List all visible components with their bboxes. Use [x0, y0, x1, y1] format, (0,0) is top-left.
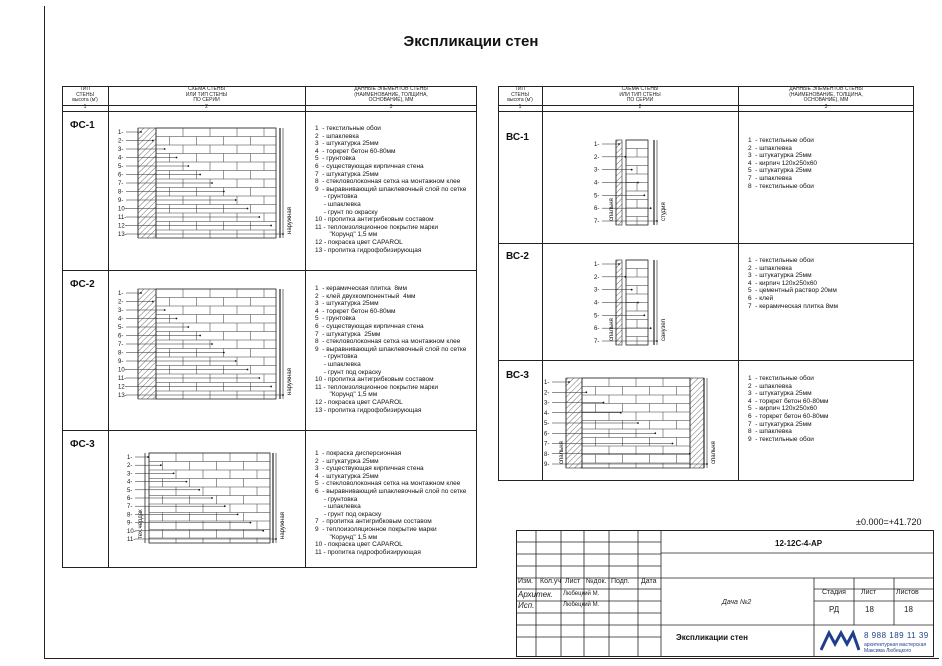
header-wall-data: ДАННЫЕ ЭЛЕМЕНТОВ СТЕНЫ (НАИМЕНОВАНИЕ, ТОЛЩИНА, ОСНОВАНИЕ), ММ: [789, 86, 863, 103]
layer-callout-number: 5-: [118, 164, 124, 170]
leader-dot: [187, 165, 189, 167]
stamp-executor-role: Исп.: [518, 601, 535, 610]
leader-dot: [250, 522, 252, 524]
leader-dot: [585, 391, 587, 393]
wall-section-fs2: [110, 283, 300, 403]
header-wall-type: ТИП СТЕНЫ высота (м'): [507, 86, 533, 103]
leader-dot: [187, 326, 189, 328]
description-line: 4 - кирпич 120х250х60: [748, 159, 818, 167]
layer-callout-number: 2-: [594, 154, 600, 161]
description-line: 12 - покраска цвет CAPAROL: [315, 398, 403, 406]
leader-dot: [140, 131, 142, 133]
leader-dot: [258, 216, 260, 218]
leader-dot: [656, 340, 658, 342]
stage-label: Стадия: [822, 589, 846, 596]
stamp-col-koluch: Кол.уч: [540, 578, 561, 585]
room-side-label: санузел: [661, 319, 667, 341]
studio-logo-icon: [820, 630, 860, 652]
leader-dot: [689, 453, 691, 455]
wall-section-fs1: [110, 122, 300, 242]
leader-dot: [140, 292, 142, 294]
description-line: 7 - шпаклевка: [748, 174, 792, 182]
description-line: 2 - штукатурка 25мм: [315, 457, 379, 465]
description-line: 9 - теплоизоляционное покрытие марки: [315, 525, 437, 533]
layer-callout-number: 8-: [118, 350, 124, 357]
layer-callout-number: 13-: [118, 393, 127, 399]
layer-callout-number: 7-: [544, 441, 550, 448]
leader-dot: [275, 538, 277, 540]
description-line: 1 - покраска дисперсионная: [315, 450, 402, 457]
leader-dot: [618, 143, 620, 145]
description-line: 8 - шпаклевка: [748, 428, 792, 436]
layer-callout-number: 9-: [544, 462, 550, 468]
description-line: 11 - пропитка гидрофобизирующая: [315, 548, 421, 556]
leader-dot: [262, 530, 264, 532]
description-line: "Корунд" 1,5 мм: [315, 391, 378, 399]
layer-callout-number: 2-: [544, 390, 550, 397]
description-line: 1 - текстильные обои: [748, 137, 814, 144]
leader-dot: [706, 463, 708, 465]
project-code: 12-12С-4-АР: [775, 539, 823, 548]
leader-dot: [282, 233, 284, 235]
leader-dot: [152, 301, 154, 303]
leader-dot: [637, 182, 639, 184]
description-line: 10 - пропитка антигрибковым составом: [315, 376, 434, 384]
description-line: 6 - клей: [748, 294, 774, 302]
description-line: - шпаклевка: [315, 503, 361, 511]
leader-dot: [282, 394, 284, 396]
wall-section-vs3: [540, 372, 720, 472]
layer-callout-number: 6-: [544, 431, 550, 438]
description-line: 8 - текстильные обои: [748, 182, 814, 190]
leader-dot: [270, 225, 272, 227]
header-col-number: 2: [638, 104, 642, 110]
description-line: 9 - выравнивающий шпаклевочный слой по сетке: [315, 185, 467, 193]
layer-callout-number: 2-: [594, 274, 600, 281]
header-wall-data: ДАННЫЕ ЭЛЕМЕНТОВ СТЕНЫ (НАИМЕНОВАНИЕ, ТОЛЩИНА, ОСНОВАНИЕ), ММ: [354, 86, 428, 103]
description-line: 2 - шпаклевка: [315, 132, 359, 140]
leader-dot: [650, 327, 652, 329]
header-wall-scheme: СХЕМА СТЕНЫ ИЛИ ТИП СТЕНЫ ПО СЕРИИ: [185, 86, 228, 103]
wall-tag-vs3: ВС-3: [506, 370, 529, 381]
description-line: 3 - штукатурка 25мм: [315, 140, 379, 148]
stamp-architect-name: Любецкий М.: [563, 591, 600, 597]
left-table-divider: [305, 86, 306, 568]
leader-dot: [199, 335, 201, 337]
layer-callout-number: 4-: [118, 155, 124, 162]
leader-dot: [672, 443, 674, 445]
object-name: Дача №2: [722, 599, 752, 606]
description-line: 3 - штукатурка 25мм: [748, 152, 812, 160]
layer-callout-number: 8-: [127, 512, 133, 519]
room-side-label: наружная: [287, 368, 293, 395]
leader-dot: [624, 276, 626, 278]
description-line: 6 - существующая кирпичная стена: [315, 322, 424, 330]
layer-callout-number: 12-: [118, 223, 127, 230]
room-side-label: спальня: [609, 198, 615, 221]
description-line: 6 - выравнивающий шпаклевочный слой по сетке: [315, 487, 467, 495]
description-line: 5 - грунтовка: [315, 315, 356, 323]
layer-callout-number: 11-: [127, 537, 136, 543]
description-line: 7 - штукатурка 25мм: [748, 420, 812, 428]
hatched-layer: [690, 378, 704, 468]
layer-callout-number: 13-: [118, 232, 127, 238]
leader-dot: [631, 169, 633, 171]
right-table-divider: [738, 86, 739, 481]
left-table-row-rule: [62, 270, 477, 271]
layer-callout-number: 5-: [118, 325, 124, 331]
layer-callout-number: 7-: [594, 339, 600, 345]
leader-dot: [237, 514, 239, 516]
layer-callout-number: 1-: [594, 142, 600, 148]
leader-dot: [152, 140, 154, 142]
layer-callout-number: 3-: [594, 287, 600, 294]
layer-callout-number: 3-: [118, 147, 124, 153]
room-side-label: спальня: [711, 441, 717, 464]
layer-callout-number: 5-: [544, 421, 550, 427]
sheet-title: Экспликации стен: [676, 633, 748, 642]
description-line: 5 - штукатурка 25мм: [748, 167, 812, 175]
description-line: 1 - текстильные обои: [748, 257, 814, 264]
description-line: "Корунд" 1,5 мм: [315, 533, 378, 541]
left-table-header-rule: [62, 111, 477, 112]
layer-callout-number: 3-: [544, 400, 550, 407]
wall-description-fs3: [315, 450, 466, 556]
description-line: 13 - пропитка гидрофобизирующая: [315, 406, 422, 414]
description-line: 12 - покраска цвет CAPAROL: [315, 238, 403, 246]
header-col-number: 1: [83, 104, 87, 110]
leader-dot: [650, 207, 652, 209]
layer-callout-number: 9-: [127, 520, 133, 527]
description-line: 7 - пропитка антигрибковым составом: [315, 518, 432, 526]
description-line: 2 - шпаклевка: [748, 264, 792, 272]
leader-dot: [643, 194, 645, 196]
description-line: 4 - торкрет бетон 60-80мм: [315, 307, 396, 315]
studio-name-line1: архитектурная мастерская: [864, 642, 927, 648]
description-line: 3 - существующая кирпичная стена: [315, 465, 424, 473]
layer-callout-number: 4-: [594, 300, 600, 307]
stage-value: РД: [829, 605, 840, 614]
leader-dot: [654, 432, 656, 434]
layer-callout-number: 7-: [118, 181, 124, 187]
description-line: 9 - выравнивающий шпаклевочный слой по сетке: [315, 345, 467, 353]
layer-callout-number: 2-: [118, 299, 124, 306]
description-line: 5 - стекловолоконная сетка на монтажном клее: [315, 480, 461, 488]
stamp-col-podp: Подп.: [611, 578, 630, 585]
leader-dot: [637, 302, 639, 304]
leader-dot: [631, 289, 633, 291]
layer-callout-number: 9-: [118, 198, 124, 204]
leader-dot: [624, 156, 626, 158]
description-line: 2 - клей двухкомпонентный 4мм: [315, 292, 416, 300]
header-wall-type: ТИП СТЕНЫ высота (м'): [72, 86, 98, 103]
description-line: - грунтовка: [315, 495, 358, 503]
sheet-value: 18: [865, 605, 874, 614]
description-line: 2 - шпаклевка: [748, 382, 792, 390]
description-line: 4 - штукатурка 25мм: [315, 472, 379, 480]
description-line: 2 - шпаклевка: [748, 144, 792, 152]
leader-dot: [176, 318, 178, 320]
description-line: 1 - керамическая плитка 8мм: [315, 285, 407, 292]
leader-dot: [223, 191, 225, 193]
stamp-executor-name: Любецкий М.: [563, 602, 600, 608]
wall-tag-fs3: ФС-3: [70, 439, 95, 450]
description-line: 10 - пропитка антигрибковым составом: [315, 216, 434, 224]
header-col-number: 3: [389, 104, 393, 110]
layer-callout-number: 7-: [594, 219, 600, 225]
layer-callout-number: 2-: [127, 463, 133, 470]
layer-callout-number: 4-: [594, 180, 600, 187]
wall-description-fs1: [315, 125, 466, 254]
header-col-number: 2: [205, 104, 208, 110]
room-side-label: спальня: [559, 441, 565, 464]
description-line: - грунт по окраску: [315, 208, 378, 216]
leader-dot: [224, 505, 226, 507]
header-col-number: 1: [518, 104, 522, 110]
description-line: 1 - текстильные обои: [315, 125, 381, 132]
leader-dot: [235, 360, 237, 362]
layer-callout-number: 11-: [118, 376, 127, 382]
description-line: - шпаклевка: [315, 200, 361, 208]
leader-dot: [618, 263, 620, 265]
leader-dot: [173, 473, 175, 475]
description-line: - грунтовка: [315, 353, 358, 361]
leader-dot: [247, 369, 249, 371]
layer-callout-number: 6-: [118, 333, 124, 340]
leader-dot: [160, 464, 162, 466]
leader-dot: [199, 174, 201, 176]
wall-tag-vs1: ВС-1: [506, 132, 529, 143]
leader-dot: [147, 456, 149, 458]
room-side-label: тех.чердак: [138, 509, 144, 539]
layer-callout-number: 6-: [594, 206, 600, 213]
leader-dot: [637, 422, 639, 424]
wall-section-vs2: [590, 254, 690, 349]
leader-dot: [643, 314, 645, 316]
description-line: 13 - пропитка гидрофобизирующая: [315, 246, 422, 254]
description-line: 4 - торкрет бетон 60-80мм: [315, 147, 396, 155]
layer-callout-number: 3-: [118, 308, 124, 314]
leader-dot: [211, 497, 213, 499]
description-line: 3 - штукатурка 25мм: [748, 390, 812, 398]
layer-callout-number: 3-: [127, 471, 133, 478]
stamp-col-data: Дата: [641, 578, 657, 585]
leader-dot: [656, 220, 658, 222]
description-line: 7 - керамическая плитка 8мм: [748, 302, 839, 310]
description-line: 8 - стекловолоконная сетка на монтажном клее: [315, 178, 461, 186]
right-table-header-rule: [498, 111, 914, 112]
description-line: 4 - торкрет бетон 60-80мм: [748, 397, 829, 405]
layer-callout-number: 5-: [594, 193, 600, 200]
leader-dot: [620, 412, 622, 414]
studio-phone: 8 988 189 11 39: [864, 631, 929, 640]
description-line: 7 - штукатурка 25мм: [315, 170, 379, 178]
layer-callout-number: 1-: [544, 380, 550, 386]
wall-tag-vs2: ВС-2: [506, 251, 529, 262]
description-line: 7 - штукатурка 25мм: [315, 330, 381, 338]
description-line: 9 - текстильные обои: [748, 435, 814, 443]
leader-dot: [603, 402, 605, 404]
layer-callout-number: 7-: [118, 342, 124, 348]
leader-dot: [223, 352, 225, 354]
leader-dot: [186, 481, 188, 483]
layer-callout-number: 6-: [594, 326, 600, 333]
leader-dot: [164, 148, 166, 150]
layer-callout-number: 8-: [544, 451, 550, 458]
description-line: 10 - покраска цвет CAPAROL: [315, 541, 403, 549]
leader-dot: [164, 309, 166, 311]
studio-name-line2: Максима Любецкого: [864, 648, 912, 654]
right-table-row-rule: [498, 360, 914, 361]
leader-dot: [211, 343, 213, 345]
leader-dot: [176, 157, 178, 159]
elevation-mark: ±0.000=+41.720: [856, 517, 922, 527]
layer-callout-number: 12-: [118, 384, 127, 391]
description-line: 1 - текстильные обои: [748, 375, 814, 382]
description-line: - шпаклевка: [315, 360, 361, 368]
stamp-col-ndok: №док.: [586, 578, 607, 585]
wall-description-vs2: [748, 257, 838, 310]
layer-callout-number: 1-: [118, 291, 124, 297]
description-line: 11 - теплоизоляционное покрытие марки: [315, 223, 439, 231]
layer-callout-number: 5-: [127, 487, 133, 494]
wall-tag-fs1: ФС-1: [70, 120, 95, 131]
layer-callout-number: 9-: [118, 359, 124, 365]
leader-dot: [198, 489, 200, 491]
description-line: 3 - штукатурка 25мм: [315, 300, 379, 308]
leader-dot: [270, 386, 272, 388]
header-col-number: 3: [824, 104, 828, 110]
leader-dot: [258, 377, 260, 379]
leader-dot: [211, 182, 213, 184]
description-line: 5 - грунтовка: [315, 155, 356, 163]
layer-callout-number: 4-: [127, 479, 133, 486]
layer-callout-number: 10-: [118, 206, 127, 213]
leader-dot: [235, 199, 237, 201]
stamp-col-list: Лист: [565, 578, 581, 585]
description-line: 4 - кирпич 120х250х60: [748, 279, 818, 287]
room-side-label: наружная: [287, 207, 293, 234]
sheets-value: 18: [904, 605, 913, 614]
layer-callout-number: 2-: [118, 138, 124, 145]
layer-callout-number: 1-: [594, 262, 600, 268]
layer-callout-number: 10-: [127, 528, 136, 535]
left-table-divider: [108, 86, 109, 568]
sheets-label: Листов: [896, 589, 919, 596]
room-side-label: спальня: [609, 318, 615, 341]
wall-section-fs3: [115, 447, 300, 547]
description-line: 3 - штукатурка 25мм: [748, 272, 812, 280]
layer-callout-number: 1-: [118, 130, 124, 136]
stamp-architect-role: Архитек.: [518, 590, 554, 599]
description-line: 5 - цементный раствор 20мм: [748, 287, 837, 295]
layer-callout-number: 7-: [127, 504, 133, 511]
layer-callout-number: 4-: [544, 410, 550, 417]
layer-callout-number: 6-: [127, 496, 133, 502]
stamp-col-izm: Изм.: [518, 578, 533, 585]
room-side-label: наружная: [280, 512, 286, 539]
page-title: Экспликации стен: [403, 33, 539, 50]
layer-callout-number: 5-: [594, 313, 600, 320]
layer-callout-number: 6-: [118, 172, 124, 179]
layer-callout-number: 3-: [594, 167, 600, 174]
description-line: - грунт под окраску: [315, 510, 382, 518]
description-line: 6 - торкрет бетон 60-80мм: [748, 412, 829, 420]
right-table-row-rule: [498, 243, 914, 244]
description-line: 11 - теплоизоляционное покрытие марки: [315, 383, 439, 391]
left-table-row-rule: [62, 430, 477, 431]
wall-section-vs1: [590, 134, 690, 229]
sheet-label: Лист: [861, 589, 877, 596]
layer-callout-number: 10-: [118, 367, 127, 374]
description-line: "Корунд" 1,5 мм: [315, 231, 378, 239]
description-line: - грунт под окраску: [315, 368, 382, 376]
header-wall-scheme: СХЕМА СТЕНЫ ИЛИ ТИП СТЕНЫ ПО СЕРИИ: [619, 86, 661, 103]
leader-dot: [568, 381, 570, 383]
room-side-label: студия: [661, 202, 667, 221]
layer-callout-number: 8-: [118, 189, 124, 196]
description-line: - грунтовка: [315, 193, 358, 201]
leader-dot: [247, 208, 249, 210]
wall-description-vs1: [748, 137, 817, 190]
wall-tag-fs2: ФС-2: [70, 279, 95, 290]
layer-callout-number: 4-: [118, 316, 124, 323]
wall-description-vs3: [748, 375, 829, 443]
wall-description-fs2: [315, 285, 466, 414]
layer-callout-number: 11-: [118, 215, 127, 221]
description-line: 8 - стекловолоконная сетка на монтажном клее: [315, 338, 461, 346]
description-line: 6 - существующая кирпичная стена: [315, 162, 424, 170]
description-line: 5 - кирпич 120х250х60: [748, 405, 818, 413]
layer-callout-number: 1-: [127, 455, 133, 461]
